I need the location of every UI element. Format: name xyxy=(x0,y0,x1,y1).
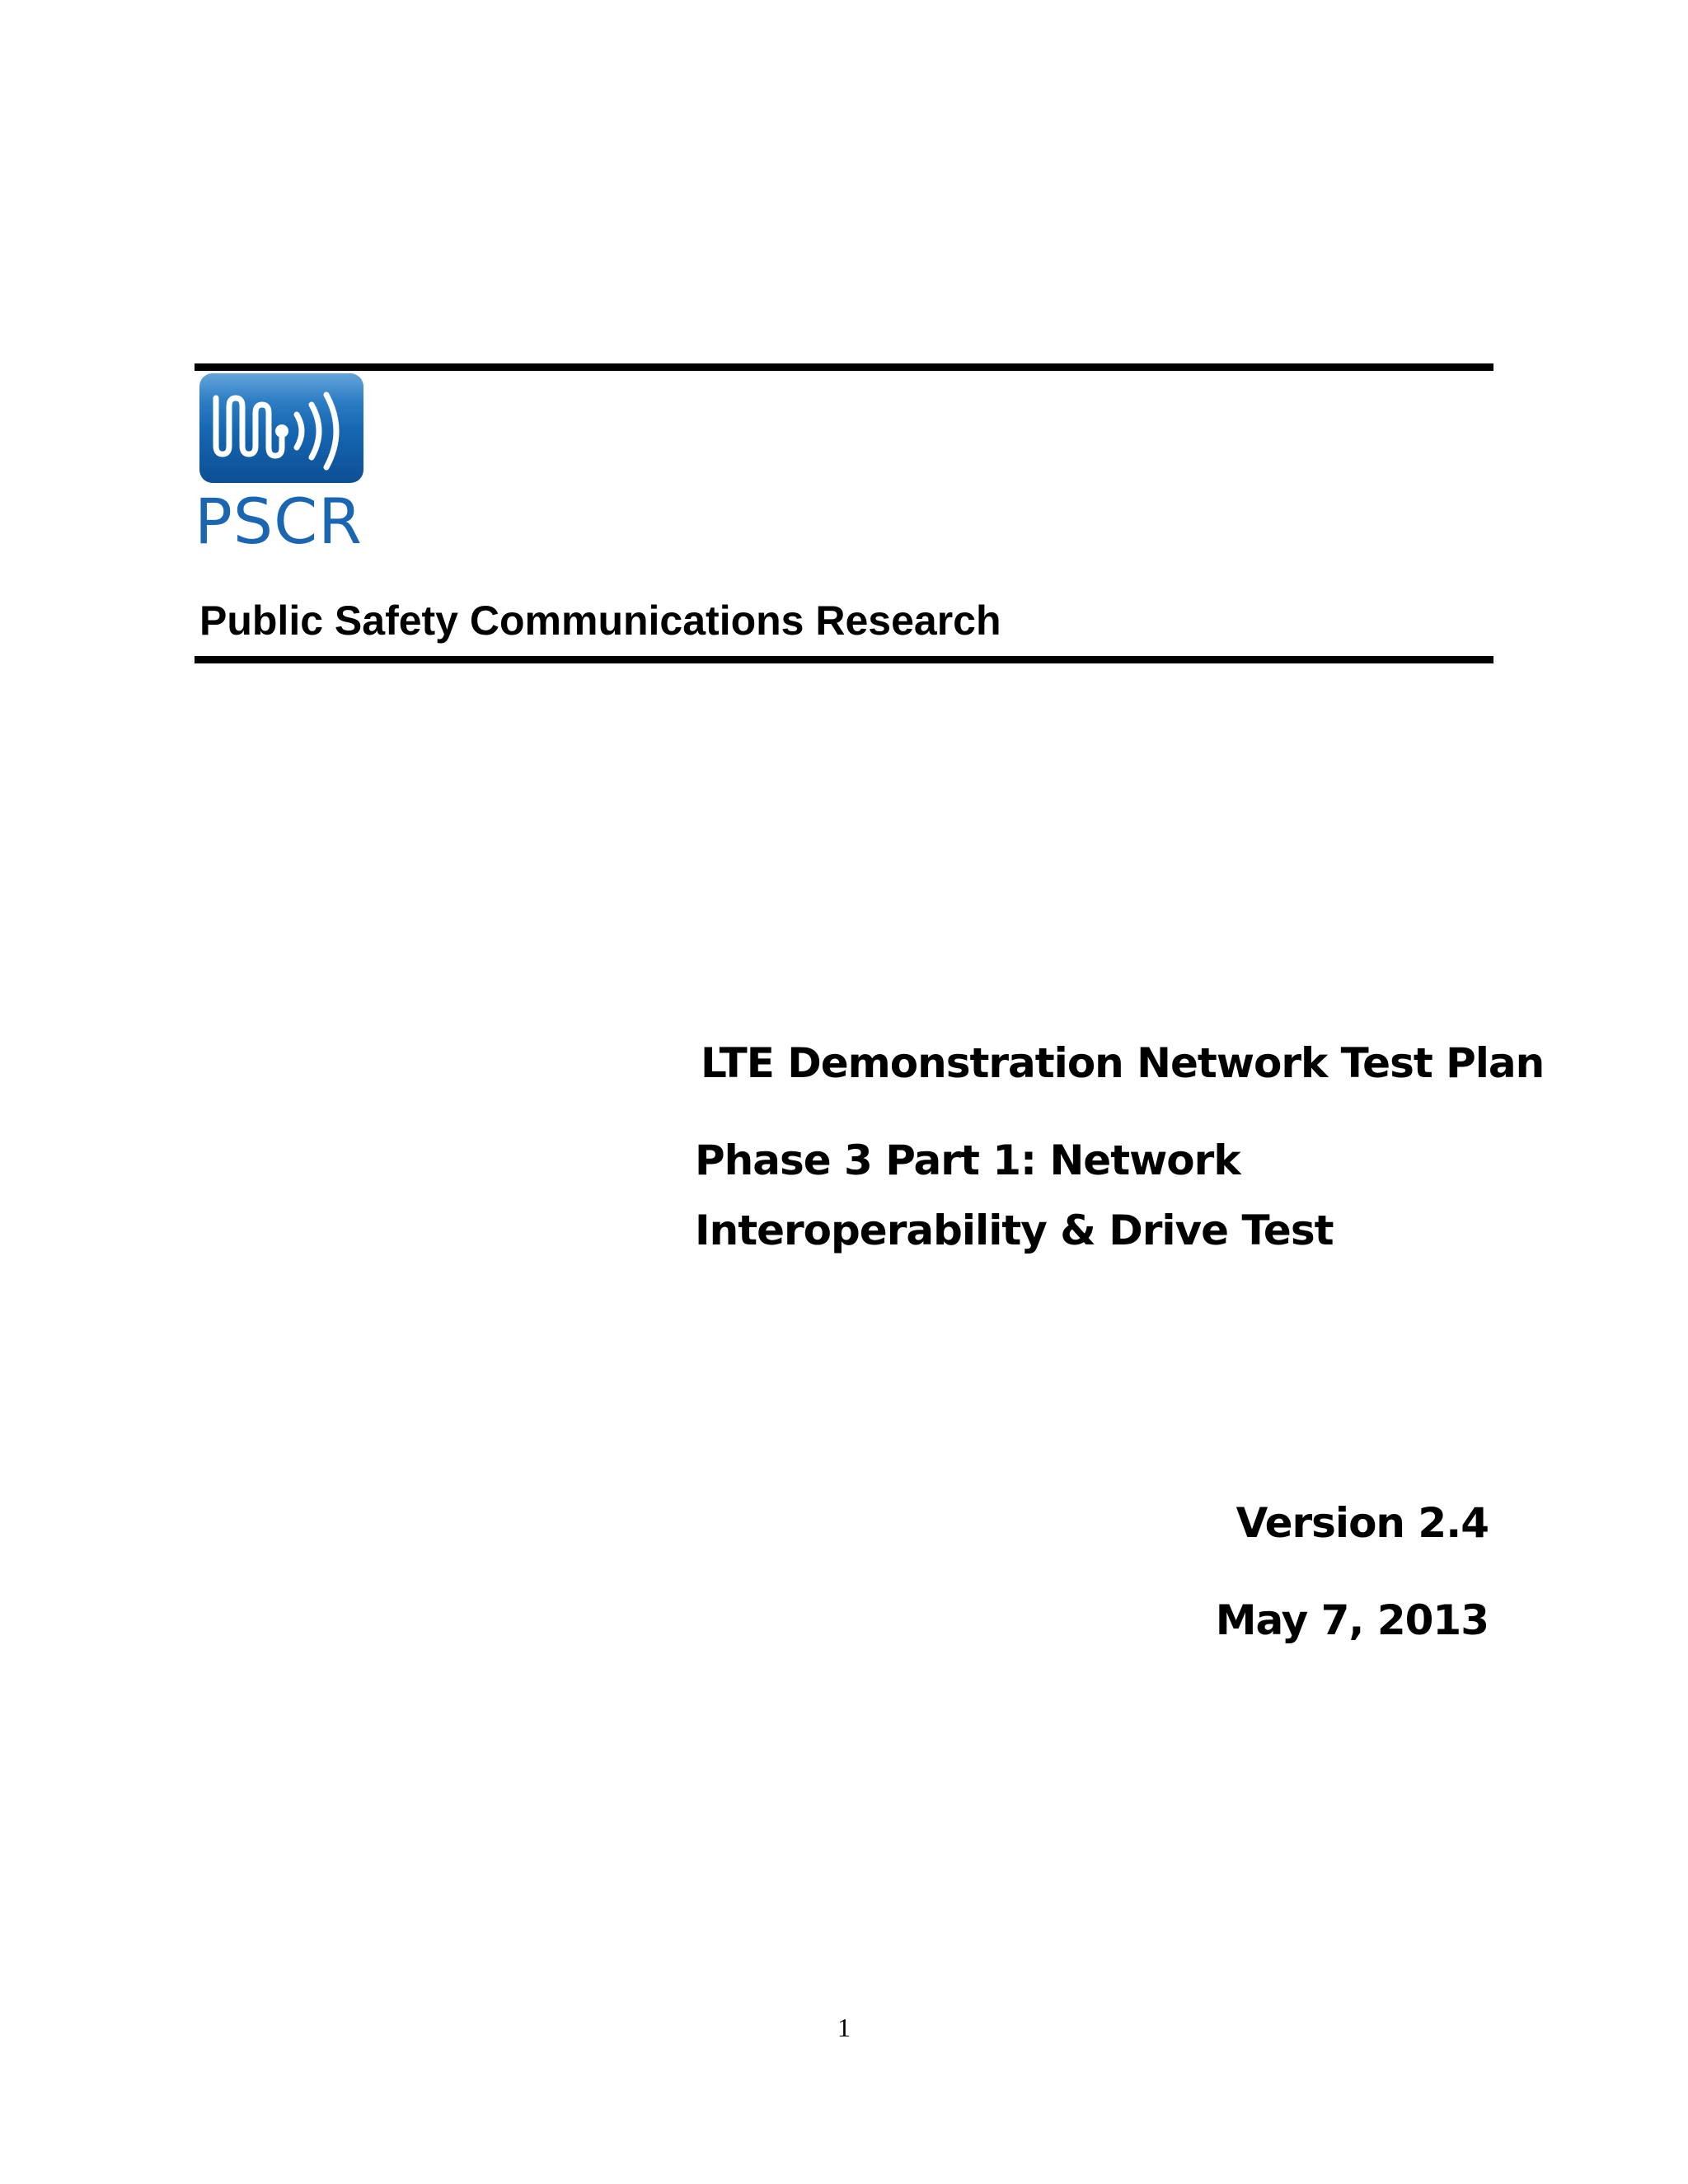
header-bottom-rule xyxy=(195,656,1493,663)
header-top-rule xyxy=(195,363,1493,371)
logo-wordmark: PSCR xyxy=(195,485,363,558)
document-date: May 7, 2013 xyxy=(1215,1596,1489,1644)
document-version: Version 2.4 xyxy=(1236,1499,1489,1547)
page-number: 1 xyxy=(837,2013,851,2042)
document-title: LTE Demonstration Network Test Plan xyxy=(701,1039,1545,1087)
document-subtitle-line-1: Phase 3 Part 1: Network xyxy=(695,1137,1240,1184)
document-subtitle-line-2: Interoperability & Drive Test xyxy=(695,1207,1334,1254)
organization-name: Public Safety Communications Research xyxy=(199,598,1001,644)
pscr-signal-wave-icon xyxy=(199,373,363,483)
